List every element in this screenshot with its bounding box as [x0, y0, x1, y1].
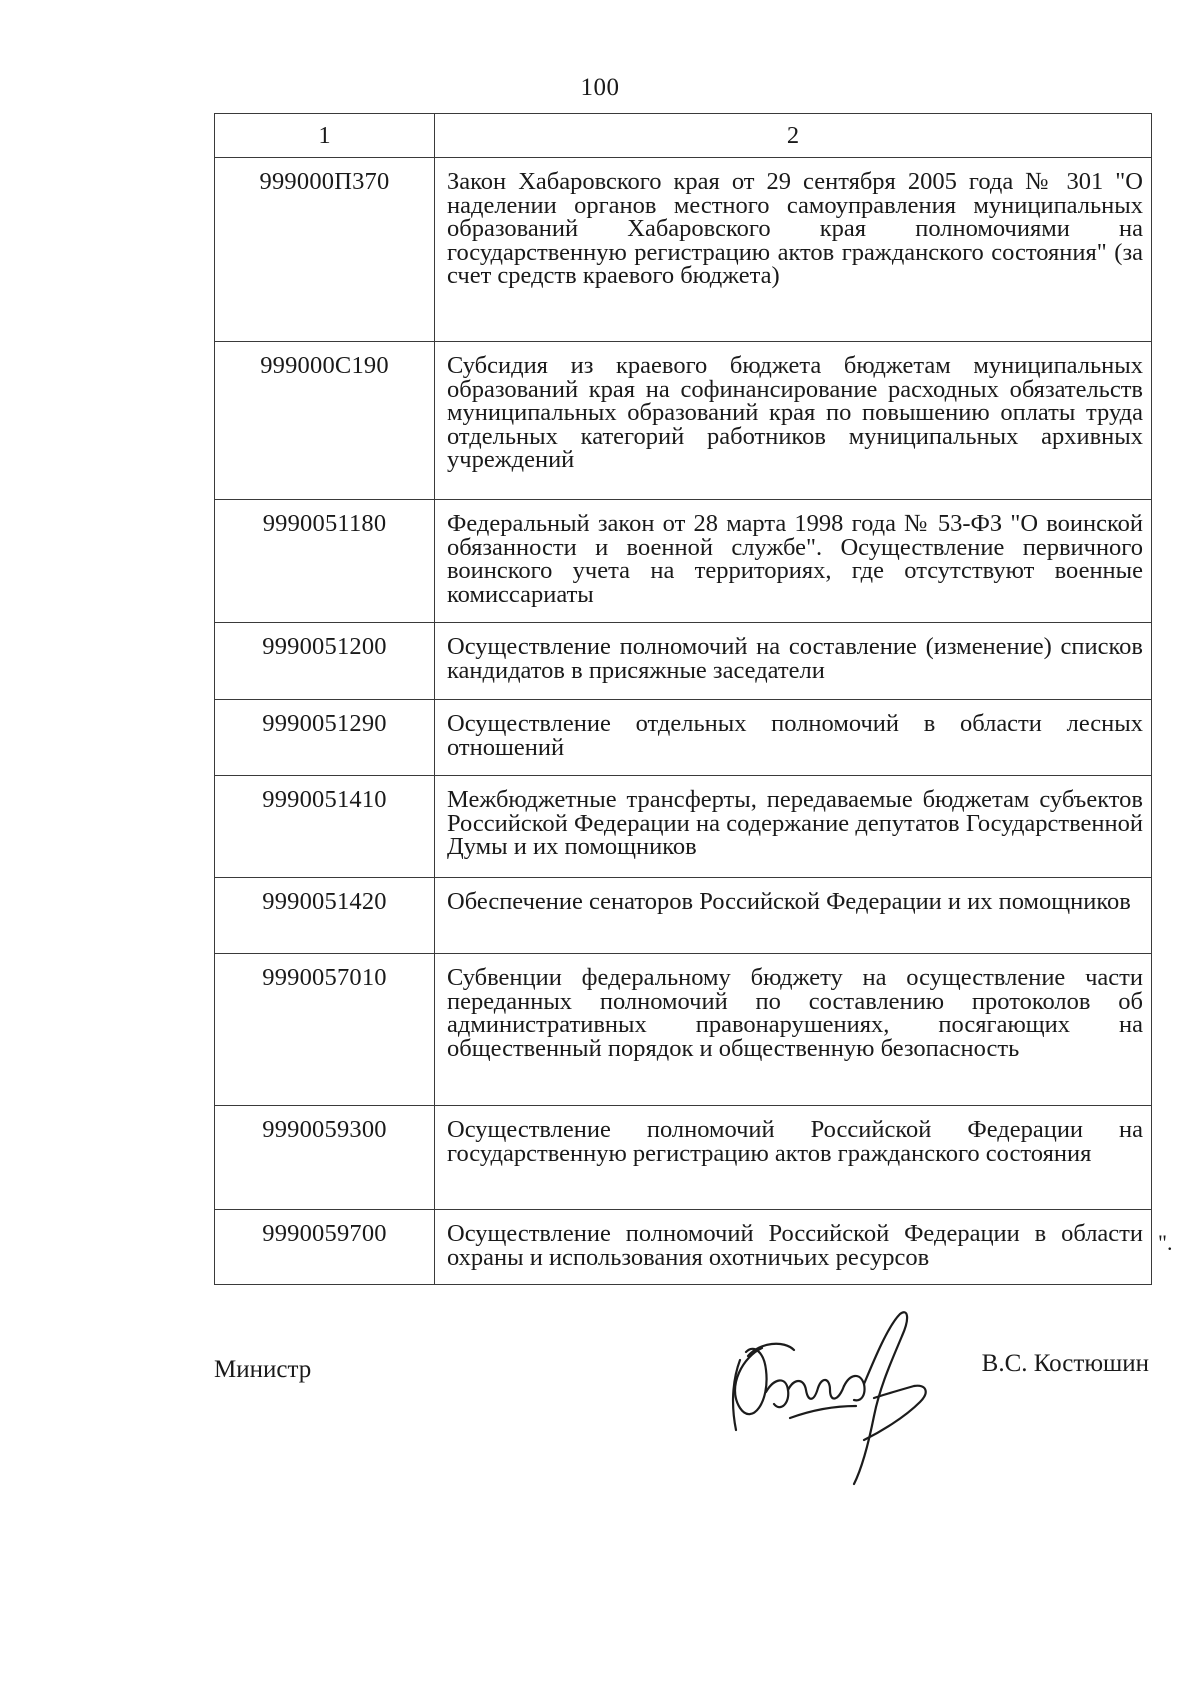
- budget-code-cell: 9990057010: [215, 954, 435, 1106]
- table-row: [215, 623, 1152, 700]
- budget-code-table: [214, 113, 1152, 1285]
- table-row: [215, 342, 1152, 500]
- table-row: [215, 954, 1152, 1106]
- description-cell: Федеральный закон от 28 марта 1998 года № 53-ФЗ "О воинской обязанности и военной службе". Осуществление первичного воинского учета на территориях, где отсутствуют военные комиссариаты: [435, 500, 1152, 623]
- table-row: [215, 158, 1152, 342]
- budget-code-cell: 9990059300: [215, 1106, 435, 1210]
- column-header-2: 2: [435, 114, 1152, 158]
- budget-code-cell: 9990051200: [215, 623, 435, 700]
- description-cell: Обеспечение сенаторов Российской Федерации и их помощников: [435, 878, 1152, 954]
- table-row: [215, 878, 1152, 954]
- signer-name: В.С. Костюшин: [981, 1350, 1149, 1377]
- description-cell: Осуществление отдельных полномочий в области лесных отношений: [435, 700, 1152, 776]
- description-cell: Субсидия из краевого бюджета бюджетам муниципальных образований края на софинансирование расходных обязательств муниципальных образований края по повышению оплаты труда отдельных категорий работников муниципальных архивных учреждений: [435, 342, 1152, 500]
- description-cell: Закон Хабаровского края от 29 сентября 2005 года № 301 "О наделении органов местного самоуправления муниципальных образований Хабаровского края полномочиями на государственную регистрацию актов гражданского состояния" (за счет средств краевого бюджета): [435, 158, 1152, 342]
- description-cell: Межбюджетные трансферты, передаваемые бюджетам субъектов Российской Федерации на содержание депутатов Государственной Думы и их помощников: [435, 776, 1152, 878]
- column-header-1: 1: [215, 114, 435, 158]
- table-row: [215, 776, 1152, 878]
- table-header-row: [215, 114, 1152, 158]
- description-cell: Субвенции федеральному бюджету на осуществление части переданных полномочий по составлению протоколов об административных правонарушениях, посягающих на общественный порядок и общественную безопасность: [435, 954, 1152, 1106]
- closing-quote-mark: ".: [1158, 1230, 1173, 1255]
- description-cell: Осуществление полномочий на составление (изменение) списков кандидатов в присяжные заседатели: [435, 623, 1152, 700]
- description-cell: Осуществление полномочий Российской Федерации в области охраны и использования охотничьих ресурсов: [435, 1210, 1152, 1285]
- budget-code-cell: 9990051420: [215, 878, 435, 954]
- budget-code-cell: 9990051180: [215, 500, 435, 623]
- table-row: [215, 700, 1152, 776]
- page-number: 100: [580, 74, 620, 101]
- budget-code-cell: 9990051410: [215, 776, 435, 878]
- table-row: [215, 1106, 1152, 1210]
- signer-position: Министр: [214, 1356, 312, 1383]
- table-row: [215, 500, 1152, 623]
- budget-code-cell: 9990051290: [215, 700, 435, 776]
- description-cell: Осуществление полномочий Российской Федерации на государственную регистрацию актов гражданского состояния: [435, 1106, 1152, 1210]
- budget-code-cell: 9990059700: [215, 1210, 435, 1285]
- signature-block: [214, 1318, 1151, 1518]
- budget-code-cell: 999000П370: [215, 158, 435, 342]
- table-row: [215, 1210, 1152, 1285]
- handwritten-signature: [704, 1290, 954, 1500]
- budget-code-cell: 999000С190: [215, 342, 435, 500]
